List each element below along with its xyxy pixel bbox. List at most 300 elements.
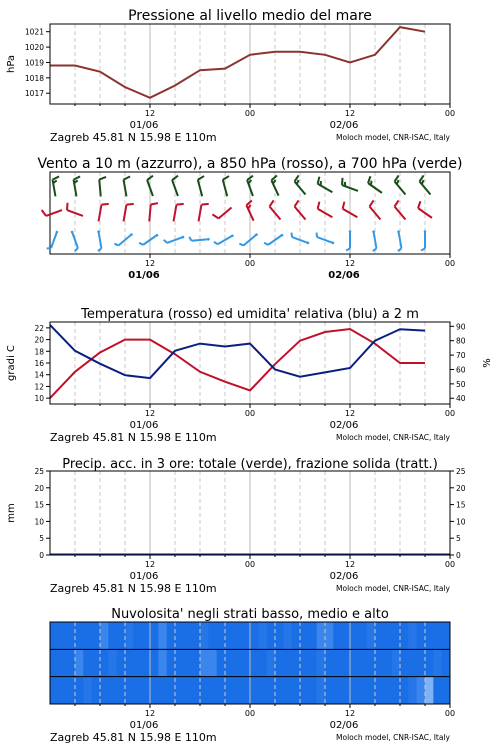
y-tick-label-right: 15: [456, 500, 466, 510]
y-tick-label-right: 10: [456, 517, 466, 527]
y-tick-label-right: 5: [456, 534, 461, 544]
date-label: 01/06: [129, 720, 159, 731]
barb-feather: [371, 181, 372, 185]
cloud-cell: [83, 677, 92, 704]
y-tick-label: 5: [39, 534, 44, 544]
barb-head: [307, 242, 310, 245]
barb-feather: [99, 177, 106, 180]
cloud-cell: [133, 649, 142, 676]
x-tick-label: 12: [144, 259, 156, 268]
date-label: 02/06: [329, 571, 359, 582]
barb-feather: [271, 176, 276, 181]
x-tick-label: 12: [344, 109, 356, 118]
cloud-cell: [367, 649, 376, 676]
cloud-cell: [333, 649, 342, 676]
cloud-cell: [175, 622, 184, 649]
cloud-cell: [392, 677, 401, 704]
cloud-cell: [433, 622, 442, 649]
barb-head: [349, 230, 352, 233]
cloud-cell: [217, 649, 226, 676]
wind-barb: [189, 237, 210, 241]
barb-feather: [395, 200, 399, 206]
cloud-cell: [333, 622, 342, 649]
cloud-cell: [242, 622, 251, 649]
cloud-cell: [225, 649, 234, 676]
cloud-cell: [308, 677, 317, 704]
cloud-cell: [258, 677, 267, 704]
cloud-cell: [92, 649, 101, 676]
cloud-cell: [442, 649, 451, 676]
cloud-cell: [242, 649, 251, 676]
wind-barb: [149, 203, 158, 221]
barb-head: [281, 234, 284, 237]
barb-feather: [398, 248, 402, 251]
wind-barb: [421, 230, 426, 250]
y-tick-label-right: 80: [456, 336, 466, 346]
cloud-cell: [142, 622, 151, 649]
barb-feather: [317, 233, 318, 237]
cloud-cell: [125, 622, 134, 649]
cloud-cell: [417, 649, 426, 676]
y-tick-label: 18: [34, 347, 44, 357]
date-label: 01/06: [129, 420, 159, 431]
barb-feather: [42, 210, 46, 216]
cloud-cell: [183, 677, 192, 704]
y-tick-label-right: 40: [456, 394, 466, 404]
cloud-cell: [192, 649, 201, 676]
x-tick-label: 00: [244, 259, 256, 268]
barb-feather: [101, 204, 108, 205]
y-tick-label: 1018: [24, 73, 44, 83]
cloud-cell: [208, 649, 217, 676]
cloud-cell: [342, 622, 351, 649]
y-tick-label: 10: [34, 394, 44, 404]
cloud-cell: [417, 677, 426, 704]
cloud-cell: [183, 649, 192, 676]
date-label: 02/06: [329, 720, 359, 731]
y-tick-label-right: 50: [456, 379, 466, 389]
cloud-cell: [100, 677, 109, 704]
pressure-ylabel: hPa: [6, 54, 17, 74]
barb-feather: [98, 248, 102, 251]
barb-head: [207, 238, 210, 241]
cloud-cell: [58, 649, 67, 676]
wind-barb: [174, 204, 184, 221]
x-tick-label: 12: [144, 409, 156, 418]
cloud-cell: [242, 677, 251, 704]
cloud-cell: [200, 622, 209, 649]
cloud-cell: [275, 677, 284, 704]
barb-feather: [422, 180, 424, 184]
cloud-cell: [342, 677, 351, 704]
cloud-cell: [175, 677, 184, 704]
credit-label: Moloch model, CNR-ISAC, Italy: [336, 733, 450, 742]
barb-feather: [318, 177, 320, 184]
temperature-title: Temperatura (rosso) ed umidita' relativa (blu) a 2 m: [81, 307, 419, 322]
cloud-cell: [400, 622, 409, 649]
cloud-cell: [100, 622, 109, 649]
y-tick-label: 22: [34, 323, 44, 333]
cloud-cell: [433, 677, 442, 704]
wind-barb: [346, 230, 351, 250]
date-label: 01/06: [129, 120, 159, 131]
cloud-cell: [208, 622, 217, 649]
cloud-cell: [400, 677, 409, 704]
credit-label: Moloch model, CNR-ISAC, Italy: [336, 433, 450, 442]
barb-feather: [397, 180, 399, 184]
cloud-cell: [167, 677, 176, 704]
cloud-cell: [192, 622, 201, 649]
x-tick-label: 12: [144, 709, 156, 718]
cloud-cell: [233, 677, 242, 704]
barb-feather: [346, 249, 350, 251]
cloud-cell: [233, 649, 242, 676]
cloud-cell: [400, 649, 409, 676]
cloud-cell: [358, 622, 367, 649]
barb-feather: [297, 180, 299, 184]
cloud-cell: [133, 677, 142, 704]
barb-feather: [270, 200, 274, 206]
cloud-cell: [383, 677, 392, 704]
cloud-cell: [367, 622, 376, 649]
wind-barb: [114, 233, 132, 245]
cloud-cell: [125, 649, 134, 676]
cloud-cell: [392, 649, 401, 676]
wind-barb: [99, 204, 109, 221]
barb-head: [156, 234, 159, 237]
barb-feather: [151, 203, 158, 204]
x-tick-label: 12: [144, 560, 156, 569]
cloud-cell: [225, 622, 234, 649]
cloud-cell: [300, 649, 309, 676]
y-tick-label-right: 70: [456, 351, 466, 361]
credit-label: Moloch model, CNR-ISAC, Italy: [336, 584, 450, 593]
cloud-cell: [325, 649, 334, 676]
cloud-cell: [150, 622, 159, 649]
barb-feather: [67, 203, 68, 210]
date-label: 02/06: [328, 270, 360, 281]
barb-feather: [292, 233, 293, 237]
cloud-cell: [75, 622, 84, 649]
barb-head: [56, 231, 59, 234]
wind-barb: [42, 210, 62, 216]
cloud-cell: [275, 649, 284, 676]
barb-feather: [198, 176, 204, 180]
barb-feather: [139, 243, 143, 245]
cloud-cell: [267, 622, 276, 649]
wind-barb: [172, 176, 178, 196]
x-tick-label: 12: [344, 409, 356, 418]
cloud-cell: [167, 622, 176, 649]
x-tick-label: 00: [444, 259, 456, 268]
pressure-line: [50, 27, 425, 98]
cloud-cell: [142, 649, 151, 676]
y-tick-label: 1021: [24, 27, 44, 37]
barb-feather: [368, 176, 370, 183]
cloud-cell: [50, 677, 59, 704]
cloud-cell: [325, 677, 334, 704]
cloud-cell: [375, 649, 384, 676]
wind-barb: [397, 230, 401, 251]
cloud-cell: [433, 649, 442, 676]
wind-barb: [99, 177, 106, 197]
wind-barb: [420, 175, 431, 194]
wind-barb: [198, 176, 204, 196]
y-tick-label: 15: [34, 500, 44, 510]
barb-feather: [373, 248, 377, 251]
barb-head: [332, 242, 335, 245]
cloud-cell: [425, 677, 434, 704]
wind-barb: [295, 175, 306, 194]
cloud-title: Nuvolosita' negli strati basso, medio e alto: [111, 607, 389, 622]
cloud-cell: [250, 622, 259, 649]
barb-feather: [345, 182, 346, 186]
cloud-cell: [250, 677, 259, 704]
barb-head: [130, 233, 133, 236]
cloud-cell: [183, 622, 192, 649]
x-tick-label: 00: [244, 109, 256, 118]
cloud-cell: [125, 677, 134, 704]
cloud-cell: [133, 622, 142, 649]
wind-barb: [395, 175, 406, 194]
barb-shaft: [192, 239, 209, 240]
cloud-cell: [383, 622, 392, 649]
barb-feather: [343, 202, 345, 209]
cloud-cell: [50, 622, 59, 649]
cloud-cell: [67, 622, 76, 649]
barb-feather: [212, 214, 218, 218]
barb-feather: [47, 248, 51, 249]
barb-head: [231, 234, 234, 237]
cloud-cell: [442, 622, 451, 649]
cloud-cell: [58, 677, 67, 704]
cloud-cell: [108, 649, 117, 676]
location-label: Zagreb 45.81 N 15.98 E 110m: [50, 431, 217, 444]
barb-shaft: [46, 210, 62, 216]
cloud-cell: [350, 677, 359, 704]
y-tick-label: 20: [34, 483, 44, 493]
location-label: Zagreb 45.81 N 15.98 E 110m: [50, 582, 217, 595]
cloud-cell: [283, 677, 292, 704]
wind-barb: [97, 230, 101, 251]
cloud-cell: [408, 622, 417, 649]
cloud-cell: [375, 622, 384, 649]
x-tick-label: 00: [444, 409, 456, 418]
date-label: 02/06: [329, 120, 359, 131]
cloud-cell: [333, 677, 342, 704]
barb-head: [182, 236, 185, 239]
cloud-cell: [117, 649, 126, 676]
barb-feather: [114, 244, 118, 246]
credit-label: Moloch model, CNR-ISAC, Italy: [336, 133, 450, 142]
cloud-cell: [292, 649, 301, 676]
pressure-title: Pressione al livello medio del mare: [128, 8, 372, 24]
y-tick-label: 10: [34, 517, 44, 527]
barb-feather: [214, 242, 218, 244]
wind-title: Vento a 10 m (azzurro), a 850 hPa (rosso), a 700 hPa (verde): [37, 156, 463, 172]
barb-shaft: [149, 205, 150, 222]
wind-barb: [271, 176, 278, 196]
wind-barb: [71, 231, 78, 252]
cloud-cell: [358, 677, 367, 704]
cloud-cell: [317, 649, 326, 676]
barb-feather: [370, 200, 374, 206]
x-tick-label: 12: [344, 560, 356, 569]
cloud-cell: [233, 622, 242, 649]
barb-feather: [421, 249, 425, 251]
wind-barb: [47, 231, 59, 249]
barb-feather: [246, 201, 251, 206]
barb-head: [424, 230, 427, 233]
y-tick-label: 1017: [24, 89, 44, 99]
temperature-line: [50, 329, 425, 398]
cloud-cell: [417, 622, 426, 649]
location-label: Zagreb 45.81 N 15.98 E 110m: [50, 731, 217, 744]
y-tick-label: 1019: [24, 58, 44, 68]
cloud-cell: [267, 649, 276, 676]
wind-barb: [53, 176, 60, 196]
cloud-cell: [108, 677, 117, 704]
cloud-cell: [200, 649, 209, 676]
cloud-cell: [117, 677, 126, 704]
barb-feather: [53, 176, 60, 179]
x-tick-label: 12: [144, 109, 156, 118]
barb-feather: [164, 240, 167, 243]
barb-feather: [124, 176, 131, 179]
cloud-cell: [117, 622, 126, 649]
cloud-cell: [267, 677, 276, 704]
barb-feather: [295, 200, 299, 206]
y-tick-label-right: 25: [456, 467, 466, 476]
wind-barb: [214, 234, 234, 244]
y-tick-label: 12: [34, 382, 44, 392]
barb-shaft: [51, 232, 57, 248]
cloud-cell: [383, 649, 392, 676]
cloud-cell: [100, 649, 109, 676]
cloud-cell: [283, 649, 292, 676]
cloud-cell: [200, 677, 209, 704]
cloud-cell: [108, 622, 117, 649]
precip-ylabel: mm: [6, 503, 17, 523]
x-tick-label: 00: [444, 109, 456, 118]
cloud-cell: [258, 622, 267, 649]
y-tick-label: 14: [34, 370, 44, 380]
x-tick-label: 12: [344, 709, 356, 718]
cloud-cell: [375, 677, 384, 704]
cloud-cell: [392, 622, 401, 649]
wind-barb: [164, 236, 185, 243]
cloud-cell: [150, 649, 159, 676]
wind-barb: [199, 204, 209, 221]
barb-feather: [201, 204, 208, 205]
cloud-cell: [92, 677, 101, 704]
barb-shaft: [99, 180, 100, 197]
cloud-cell: [75, 649, 84, 676]
cloud-cell: [408, 677, 417, 704]
x-tick-label: 12: [344, 259, 356, 268]
y-tick-label: 0: [39, 551, 44, 560]
cloud-cell: [442, 677, 451, 704]
temperature-ylabel: gradi C: [6, 345, 17, 381]
wind-barb: [239, 233, 257, 245]
cloud-cell: [250, 649, 259, 676]
barb-feather: [74, 176, 81, 179]
barb-feather: [223, 176, 229, 180]
y-tick-label-right: 60: [456, 365, 466, 375]
wind-barb: [372, 230, 376, 251]
x-tick-label: 00: [244, 709, 256, 718]
cloud-cell: [308, 649, 317, 676]
y-tick-label: 16: [34, 359, 44, 368]
barb-feather: [418, 201, 420, 208]
cloud-cell: [217, 622, 226, 649]
x-tick-label: 00: [244, 409, 256, 418]
barb-feather: [75, 248, 78, 251]
cloud-cell: [408, 649, 417, 676]
barb-feather: [264, 243, 268, 245]
humidity-line: [50, 325, 425, 378]
cloud-cell: [425, 622, 434, 649]
cloud-cell: [367, 677, 376, 704]
cloud-cell: [225, 677, 234, 704]
barb-feather: [239, 244, 243, 246]
barb-head: [97, 230, 100, 233]
barb-head: [71, 231, 74, 234]
cloud-cell: [292, 622, 301, 649]
cloud-cell: [425, 649, 434, 676]
cloud-cell: [167, 649, 176, 676]
wind-barb: [139, 234, 158, 245]
date-label: 01/06: [128, 270, 160, 281]
cloud-cell: [325, 622, 334, 649]
cloud-cell: [342, 649, 351, 676]
barb-head: [372, 230, 375, 233]
cloud-cell: [158, 649, 167, 676]
y-tick-label: 1020: [24, 43, 44, 53]
barb-feather: [318, 202, 320, 209]
cloud-cell: [58, 622, 67, 649]
cloud-cell: [192, 677, 201, 704]
date-label: 02/06: [329, 420, 359, 431]
cloud-cell: [275, 622, 284, 649]
barb-feather: [126, 204, 133, 205]
barb-head: [397, 230, 400, 233]
cloud-cell: [92, 622, 101, 649]
precip-title: Precip. acc. in 3 ore: totale (verde), frazione solida (tratt.): [62, 457, 438, 472]
cloud-cell: [50, 649, 59, 676]
cloud-cell: [300, 677, 309, 704]
cloud-cell: [142, 677, 151, 704]
cloud-cell: [308, 622, 317, 649]
cloud-cell: [158, 622, 167, 649]
location-label: Zagreb 45.81 N 15.98 E 110m: [50, 131, 217, 144]
cloud-cell: [175, 649, 184, 676]
cloud-cell: [208, 677, 217, 704]
cloud-cell: [83, 649, 92, 676]
x-tick-label: 00: [244, 560, 256, 569]
wind-barb: [264, 234, 283, 245]
cloud-cell: [150, 677, 159, 704]
wind-barb: [124, 204, 134, 221]
wind-barb: [223, 176, 229, 196]
cloud-cell: [358, 649, 367, 676]
cloud-cell: [300, 622, 309, 649]
cloud-cell: [83, 622, 92, 649]
cloud-cell: [317, 677, 326, 704]
cloud-cell: [67, 649, 76, 676]
cloud-cell: [258, 649, 267, 676]
cloud-cell: [292, 677, 301, 704]
